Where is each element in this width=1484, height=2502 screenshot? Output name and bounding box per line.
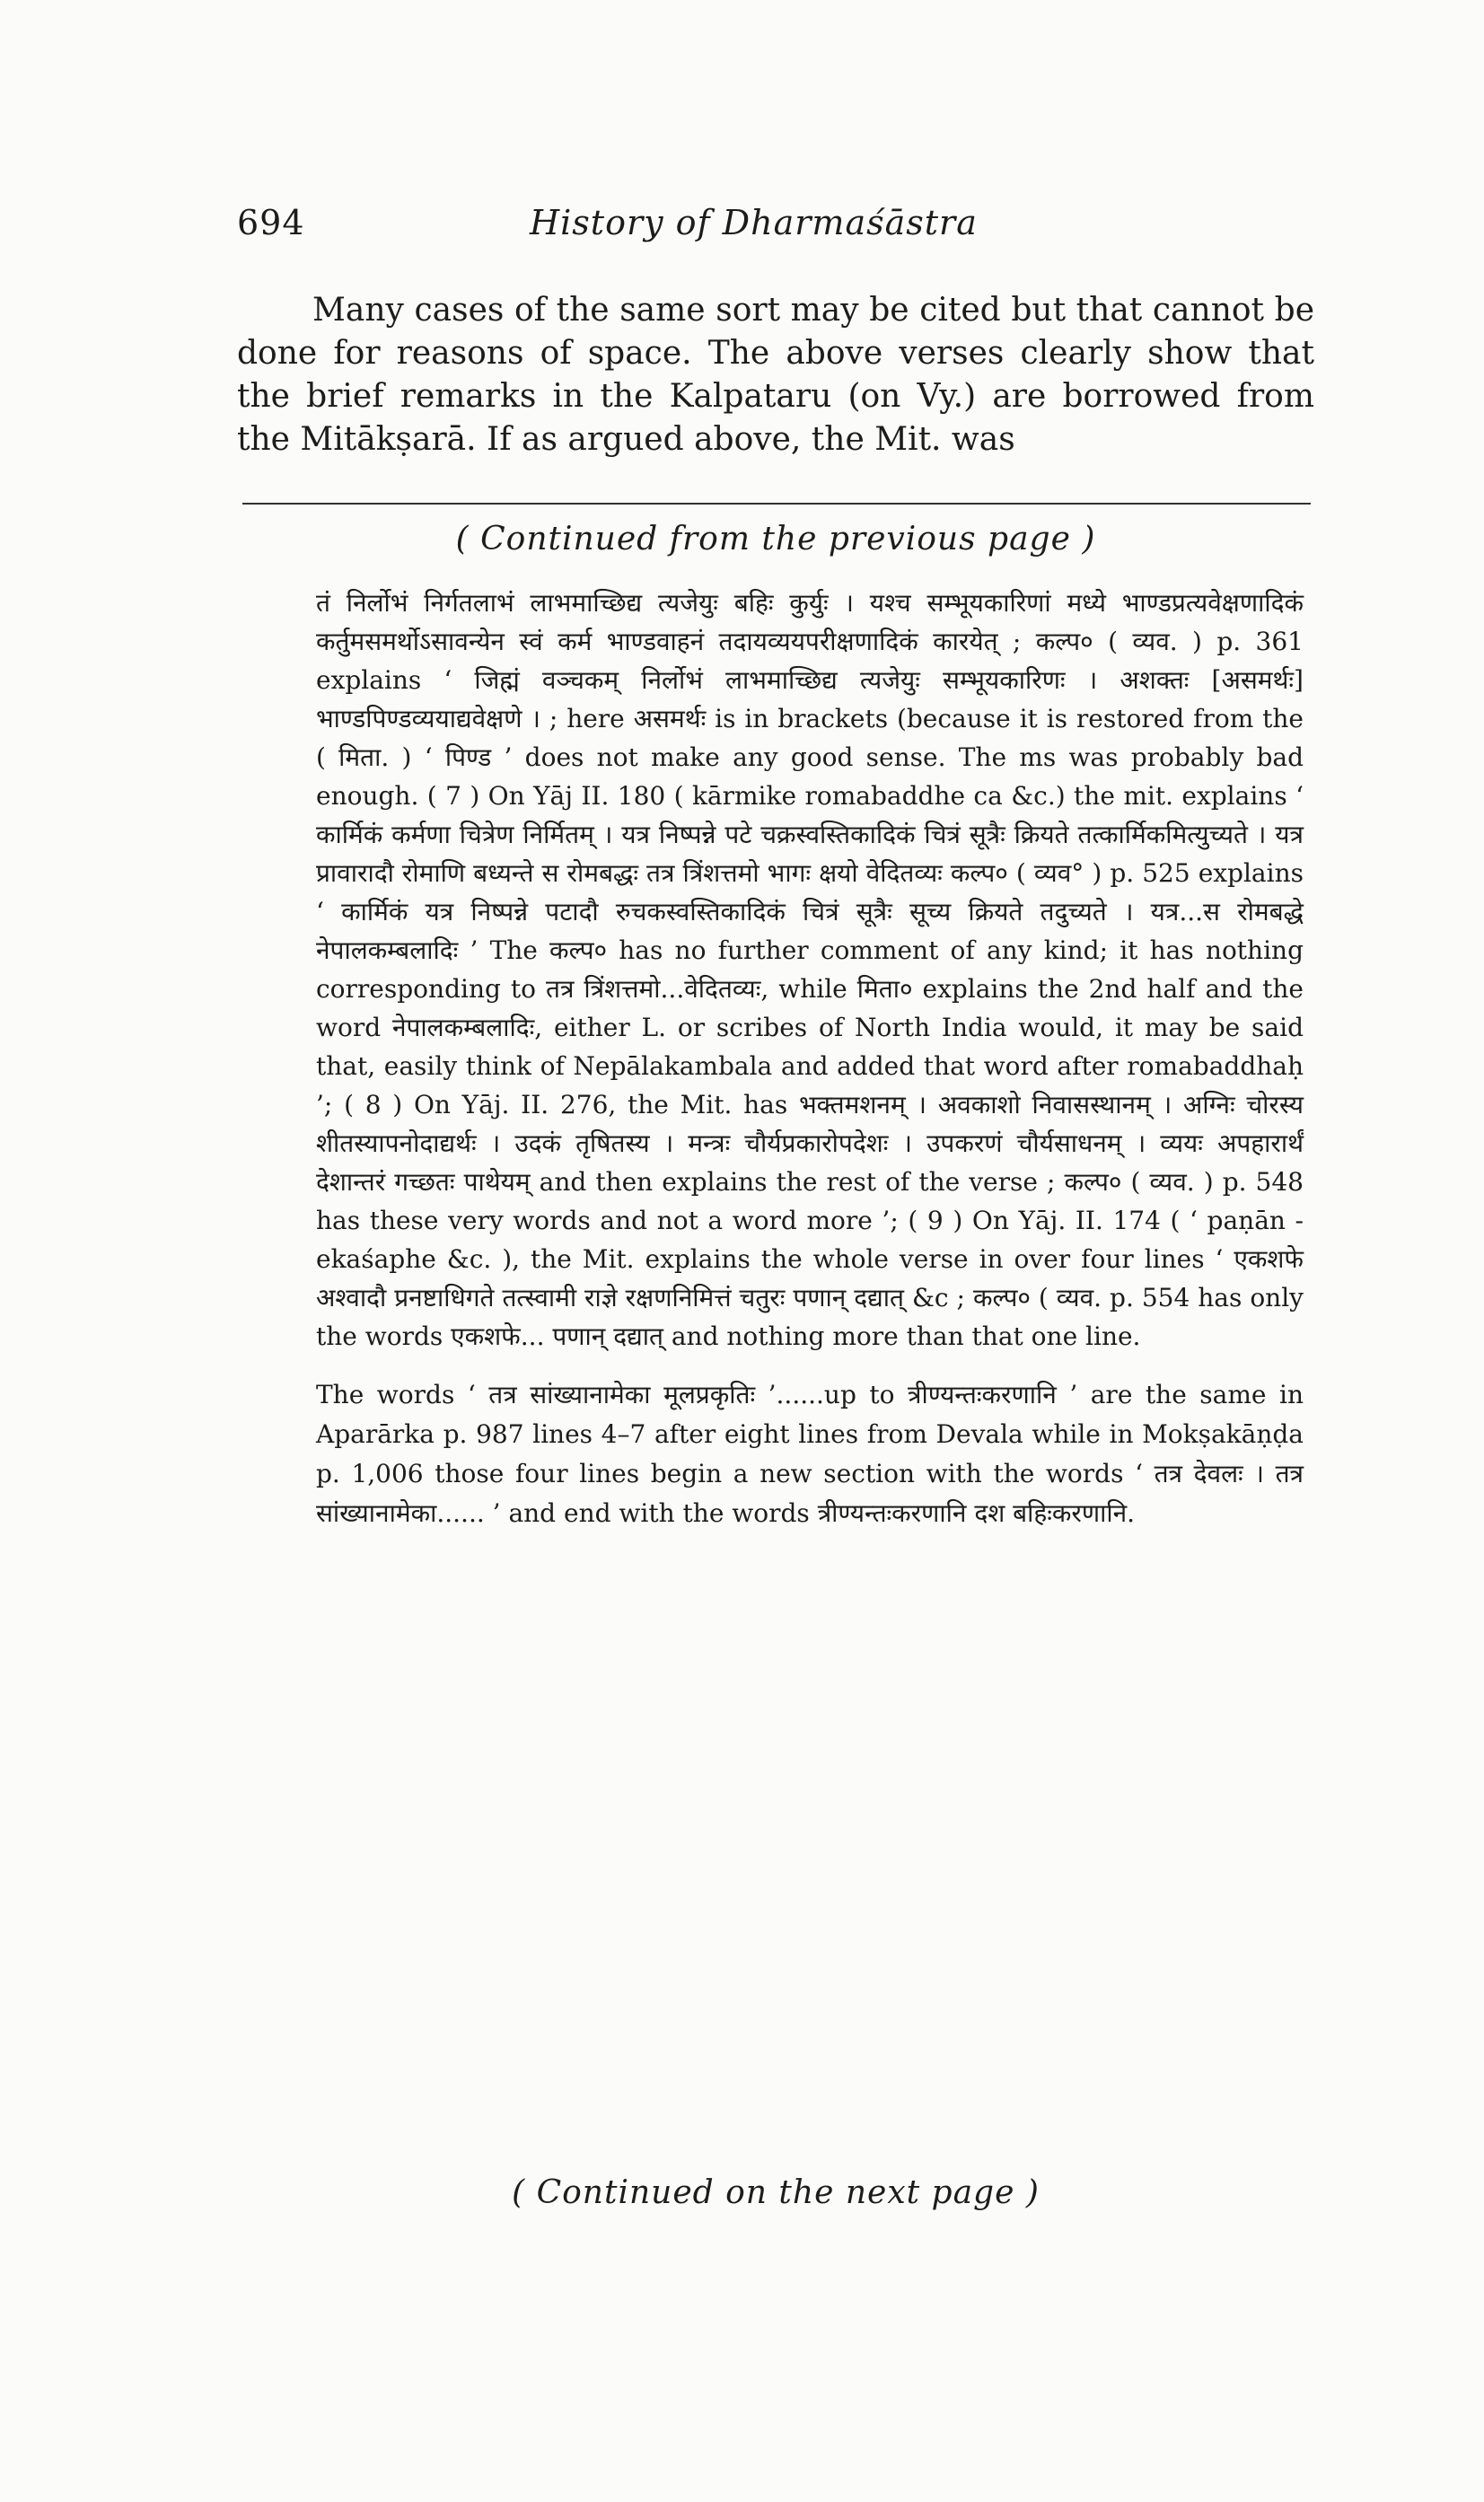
continued-from-note: ( Continued from the previous page ) xyxy=(455,521,1096,557)
continued-on-note: ( Continued on the next page ) xyxy=(512,2174,1040,2211)
footnote-body: तं निर्लोभं निर्गतलाभं लाभमाच्छिद्य त्यजेयुः बहिः कुर्युः । यश्च सम्भूयकारिणां मध्ये भाण्डप्रत्यवेक्षणादिकं कर्तुमसमर्थोऽसावन्येन स्वं कर्म भाण्डवाहनं तदायव्ययपरीक्षणादिकं कारयेत् ; कल्प० ( व्यव. ) p. 361 explains ‘ जिह्मं वञ्चकम् निर्लोभं लाभमाच्छिद्य त्यजेयुः सम्भूयकारिणः । अशक्तः [असमर्थः] भाण्डपिण्डव्ययाद्यवेक्षणे । ; here असमर्थः is in brackets (because it is restored from the ( मिता. ) ‘ पिण्ड ’ does not make any good sense. The ms was probably bad enough. ( 7 ) On Yāj II. 180 ( kārmike romabaddhe ca &c.) the mit. explains ‘ कार्मिकं कर्मणा चित्रेण निर्मितम् । यत्र निष्पन्ने पटे चक्रस्वस्तिकादिकं चित्रं सूत्रैः क्रियते तत्कार्मिकमित्युच्यते । यत्र प्रावारादौ रोमाणि बध्यन्ते स रोमबद्धः तत्र त्रिंशत्तमो भागः क्षयो वेदितव्यः कल्प० ( व्यव° ) p. 525 explains ‘ कार्मिकं यत्र निष्पन्ने पटादौ रुचकस्वस्तिकादिकं चित्रं सूत्रैः सूच्य क्रियते तदुच्यते । यत्र...स रोमबद्धे नेपालकम्बलादिः ’ The कल्प० has no further comment of any kind; it has nothing corresponding to तत्र त्रिंशत्तमो...वेदितव्यः, while मिता० explains the 2nd half and the word नेपालकम्बलादिः, either L. or scribes of North India would, it may be said that, easily think of Nepālakambala and added that word after romabaddhaḥ ’; ( 8 ) On Yāj. II. 276, the Mit. has भक्तमशनम् । अवकाशो निवासस्थानम् । अग्निः चोरस्य शीतस्यापनोदाद्यर्थः । उदकं तृषितस्य । मन्त्रः चौर्यप्रकारोपदेशः । उपकरणं चौर्यसाधनम् । व्ययः अपहारार्थं देशान्तरं गच्छतः पाथेयम् and then explains the rest of the verse ; कल्प० ( व्यव. ) p. 548 has these very words and not a word more ’; ( 9 ) On Yāj. II. 174 ( ‘ paṇān - ekaśaphe &c. ), the Mit. explains the whole verse in over four lines ‘ एकशफे अश्वादौ प्रनष्टाधिगते तत्स्वामी राज्ञे रक्षणनिमित्तं चतुरः पणान् दद्यात् &c ; कल्प० ( व्यव. p. 554 has only the words एकशफे... पणान् दद्यात् and nothing more than that one line. xyxy=(316,588,1304,1351)
footnote-block xyxy=(316,584,1304,1533)
page-number: 694 xyxy=(237,203,305,242)
footnote-separator-rule xyxy=(242,503,1311,505)
footnote-tail: The words ‘ तत्र सांख्यानामेका मूलप्रकृतिः ’......up to त्रीण्यन्तःकरणानि ’ are the same in Aparārka p. 987 lines 4–7 after eight lines from Devala while in Mokṣakāṇḍa p. 1,006 those four lines begin a new section with the words ‘ तत्र देवलः । तत्र सांख्यानामेका...... ’ and end with the words त्रीण्यन्तःकरणानि दश बहिःकरणानि. xyxy=(316,1380,1304,1528)
main-paragraph: Many cases of the same sort may be cited but that cannot be done for reasons of space. The above verses clearly show that the brief remarks in the Kalpataru (on Vy.) are borrowed from the Mitākṣarā. If as argued above, the Mit. was xyxy=(237,292,1314,458)
running-title: History of Dharmaśāstra xyxy=(530,203,978,242)
